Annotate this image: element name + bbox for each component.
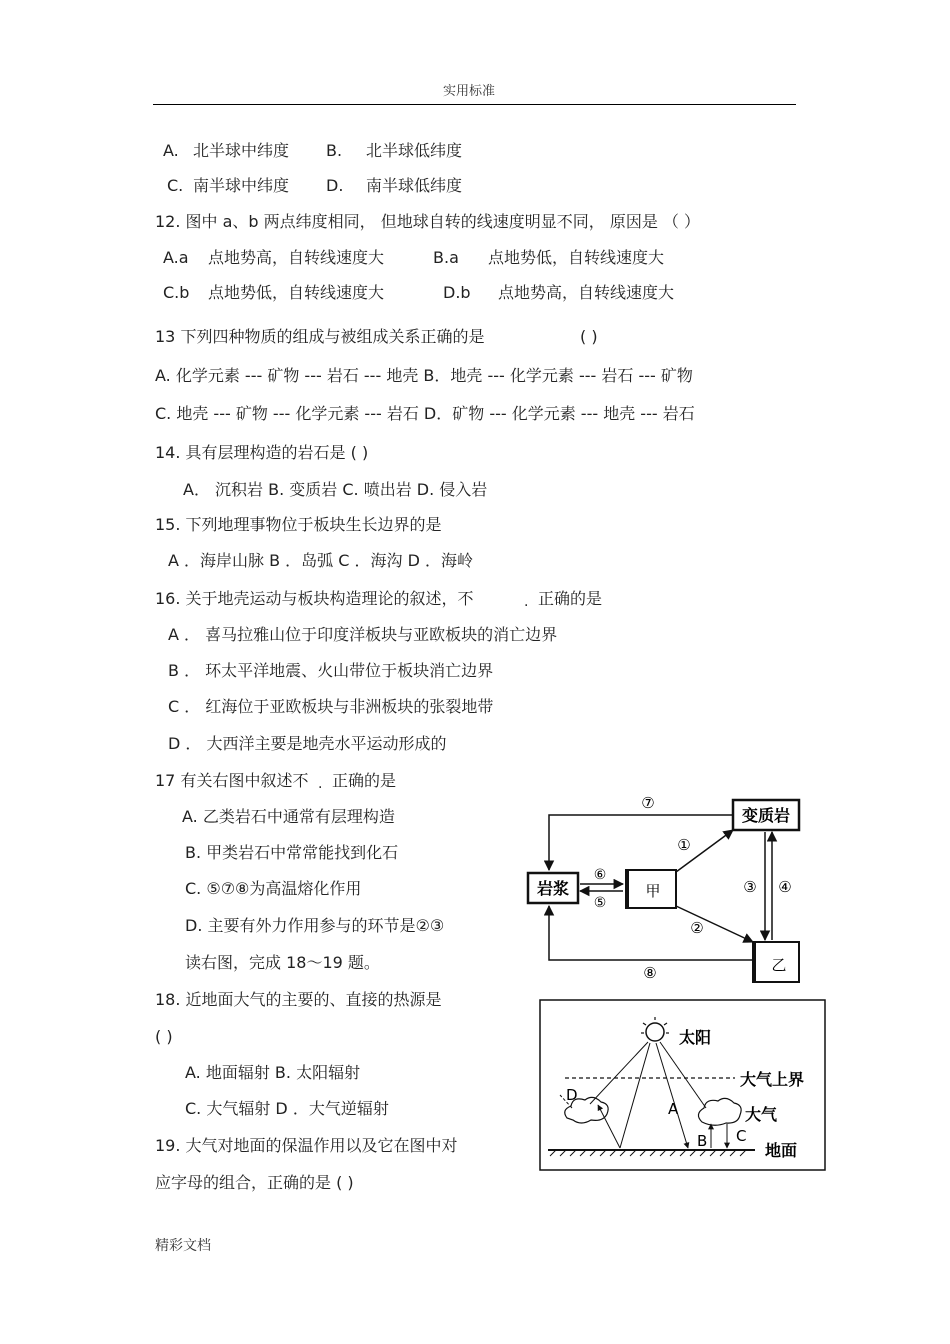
emphasis-dot: . <box>318 776 323 792</box>
sun-label: 太阳 <box>679 1028 712 1047</box>
q14-stem: 14. 具有层理构造的岩石是 ( ) <box>155 443 369 462</box>
letter-a: A <box>668 1100 679 1118</box>
q17-option-b: B. 甲类岩石中常常能找到化石 <box>185 843 399 862</box>
q19-stem-line2: 应字母的组合，正确的是 ( ) <box>155 1173 354 1192</box>
header-rule <box>153 104 796 105</box>
q17-stem-part2: 正确的是 <box>332 771 397 790</box>
q12-option-d-letter: D.b <box>443 283 471 302</box>
q18-options-line2: C. 大气辐射 D ．大气逆辐射 <box>185 1099 389 1118</box>
q17-stem-part1: 17 有关右图中叙述不 <box>155 771 309 790</box>
q12-option-b-text: 点地势低，自转线速度大 <box>488 248 665 267</box>
q13-options-line2: C. 地壳 --- 矿物 --- 化学元素 --- 岩石 D．矿物 --- 化学元素 --- 地壳 --- 岩石 <box>155 404 695 423</box>
metamorphic-label: 变质岩 <box>741 806 791 825</box>
letter-c: C <box>736 1127 747 1145</box>
q16-stem-part2: 正确的是 <box>538 589 603 608</box>
emphasis-dot: . <box>524 594 529 610</box>
jia-label: 甲 <box>645 882 661 900</box>
page-header-title: 实用标准 <box>443 84 496 99</box>
q18-stem: 18. 近地面大气的主要的、直接的热源是 <box>155 990 442 1009</box>
q12-option-b-letter: B.a <box>433 248 459 267</box>
atmosphere-top-label: 大气上界 <box>740 1070 805 1089</box>
q11-option-c-text: 南半球中纬度 <box>193 176 290 195</box>
rock-cycle-diagram <box>520 785 840 995</box>
q17-option-c: C. ⑤⑦⑧为高温熔化作用 <box>185 879 362 898</box>
q16-stem-part1: 16. 关于地壳运动与板块构造理论的叙述，不 <box>155 589 474 608</box>
q12-stem: 12. 图中 a、b 两点纬度相同， 但地球自转的线速度明显不同， 原因是 （ ） <box>155 212 701 231</box>
q17-option-a: A. 乙类岩石中通常有层理构造 <box>182 807 395 826</box>
label-2: ② <box>690 919 704 937</box>
q12-option-c-letter: C.b <box>163 283 190 302</box>
arrow-8 <box>549 906 753 960</box>
sun-icon <box>646 1023 664 1041</box>
yi-label: 乙 <box>771 956 787 974</box>
atmosphere-label: 大气 <box>745 1105 778 1124</box>
magma-label: 岩浆 <box>536 879 570 898</box>
label-3: ③ <box>743 878 757 896</box>
q11-option-d-letter: D. <box>326 176 344 195</box>
q12-option-c-text: 点地势低，自转线速度大 <box>208 283 385 302</box>
page-footer: 精彩文档 <box>155 1238 211 1254</box>
label-1: ① <box>677 836 691 854</box>
arrow-2 <box>676 906 753 942</box>
q12-option-a-text: 点地势高，自转线速度大 <box>208 248 385 267</box>
q11-option-c-letter: C. <box>167 176 184 195</box>
q12-option-d-text: 点地势高，自转线速度大 <box>498 283 675 302</box>
q15-options: A ．海岸山脉 B ．岛弧 C ．海沟 D ．海岭 <box>168 551 474 570</box>
label-4: ④ <box>778 878 792 896</box>
q18-answer-paren: ( ) <box>155 1027 173 1046</box>
label-6: ⑥ <box>593 867 607 883</box>
q18-19-intro: 读右图，完成 18～19 题。 <box>185 953 380 972</box>
letter-d: D <box>566 1086 578 1104</box>
q16-option-a: A ． 喜马拉雅山位于印度洋板块与亚欧板块的消亡边界 <box>168 625 558 644</box>
q14-options: A． 沉积岩 B. 变质岩 C. 喷出岩 D. 侵入岩 <box>183 480 488 499</box>
letter-b: B <box>697 1132 708 1150</box>
label-7: ⑦ <box>641 794 655 812</box>
q11-option-a-text: 北半球中纬度 <box>193 141 290 160</box>
q11-option-d-text: 南半球低纬度 <box>366 176 463 195</box>
q16-option-d: D ． 大西洋主要是地壳水平运动形成的 <box>168 734 447 753</box>
q17-option-d: D. 主要有外力作用参与的环节是②③ <box>185 916 445 935</box>
q13-options-line1: A. 化学元素 --- 矿物 --- 岩石 --- 地壳 B．地壳 --- 化学元素 --- 岩石 --- 矿物 <box>155 366 693 385</box>
q12-option-a-letter: A.a <box>163 248 189 267</box>
q11-option-b-text: 北半球低纬度 <box>366 141 463 160</box>
q15-stem: 15. 下列地理事物位于板块生长边界的是 <box>155 515 442 534</box>
q16-option-c: C ． 红海位于亚欧板块与非洲板块的张裂地带 <box>168 697 494 716</box>
ground-label: 地面 <box>765 1141 798 1160</box>
label-8: ⑧ <box>643 964 657 982</box>
q13-answer-paren: ( ) <box>580 327 598 346</box>
q19-stem-line1: 19. 大气对地面的保温作用以及它在图中对 <box>155 1136 458 1155</box>
arrow-7 <box>549 815 733 870</box>
q11-option-b-letter: B. <box>326 141 343 160</box>
atmospheric-radiation-diagram <box>535 995 830 1175</box>
q11-option-a-letter: A. <box>163 141 179 160</box>
label-5: ⑤ <box>593 895 607 911</box>
q13-stem: 13 下列四种物质的组成与被组成关系正确的是 <box>155 327 485 346</box>
q18-options-line1: A. 地面辐射 B. 太阳辐射 <box>185 1063 361 1082</box>
q16-option-b: B ． 环太平洋地震、火山带位于板块消亡边界 <box>168 661 494 680</box>
